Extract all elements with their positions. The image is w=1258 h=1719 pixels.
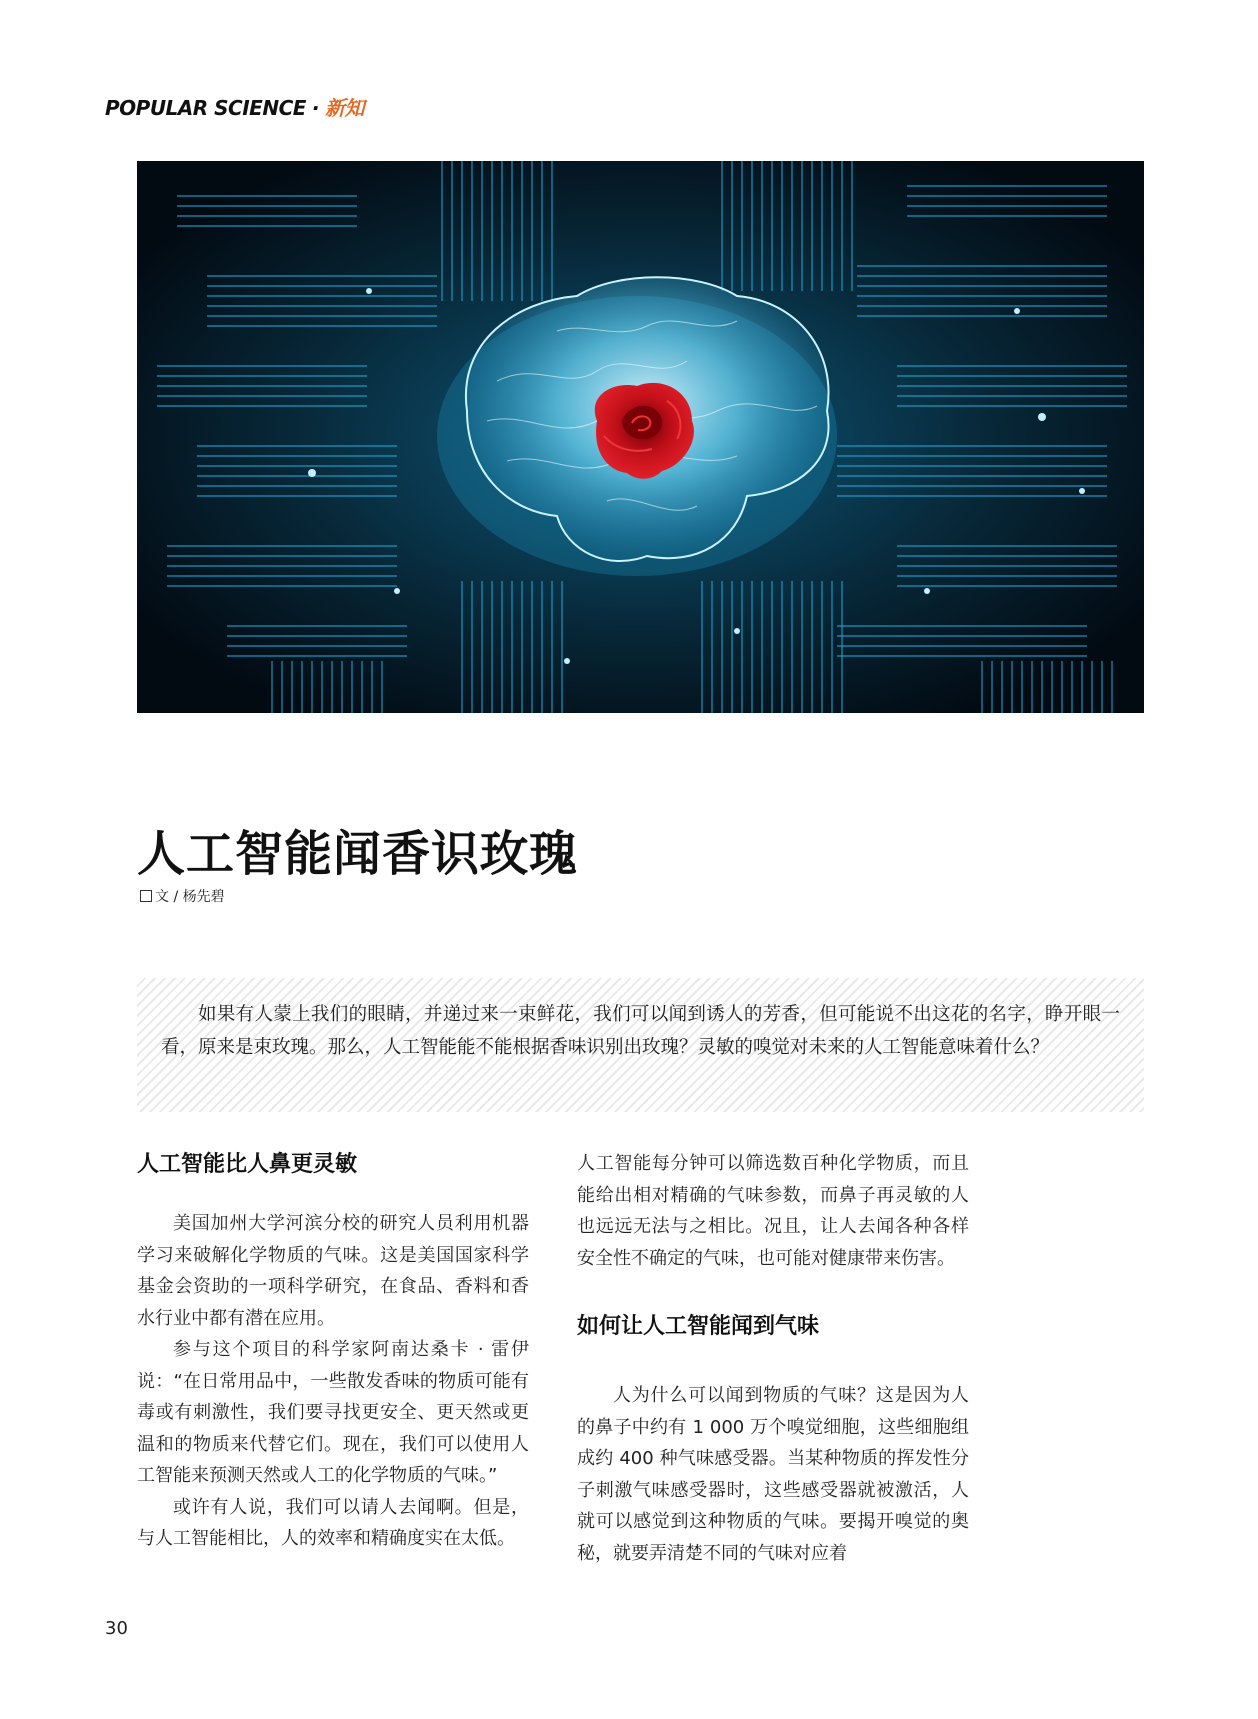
- byline-text: 文 / 杨先碧: [155, 889, 225, 905]
- magazine-name: POPULAR SCIENCE: [105, 96, 306, 120]
- section-label: 新知: [325, 96, 365, 120]
- paragraph-2: 参与这个项目的科学家阿南达桑卡 · 雷伊说：“在日常用品中，一些散发香味的物质可能有毒或有刺激性，我们要寻找更安全、更天然或更温和的物质来代替它们。现在，我们可以使用人工智能来预测天然或人工的化学物质的气味。”: [137, 1339, 529, 1486]
- byline: [140, 886, 225, 906]
- paragraph-3: 或许有人说，我们可以请人去闻啊。但是，与人工智能相比，人的效率和精确度实在太低。: [137, 1496, 529, 1549]
- section-heading-1: 人工智能比人鼻更灵敏: [137, 1152, 358, 1177]
- page-number: 30: [105, 1618, 128, 1639]
- magazine-header: [105, 92, 364, 121]
- left-column: [137, 1148, 529, 1555]
- paragraph-5: 人为什么可以闻到物质的气味？这是因为人的鼻子中约有 1 000 万个嗅觉细胞，这些细胞组成约 400 种气味感受器。当某种物质的挥发性分子刺激气味感受器时，这些感受器就被激活，人就可以感觉到这种物质的气味。要揭开嗅觉的奥秘，就要弄清楚不同的气味对应着: [577, 1385, 969, 1564]
- right-column: [577, 1148, 969, 1569]
- article-title: 人工智能闻香识玫瑰: [137, 826, 579, 882]
- paragraph-4: 人工智能每分钟可以筛选数百种化学物质，而且能给出相对精确的气味参数，而鼻子再灵敏的人也远远无法与之相比。况且，让人去闻各种各样安全性不确定的气味，也可能对健康带来伤害。: [577, 1153, 969, 1269]
- brain-rose-circuit-image: [137, 161, 1144, 713]
- intro-box: [137, 978, 1144, 1112]
- intro-text: 如果有人蒙上我们的眼睛，并递过来一束鲜花，我们可以闻到诱人的芳香，但可能说不出这花的名字，睁开眼一看，原来是束玫瑰。那么，人工智能能不能根据香味识别出玫瑰？灵敏的嗅觉对未来的人工智能意味着什么？: [161, 1004, 1120, 1058]
- section-heading-2: 如何让人工智能闻到气味: [577, 1314, 820, 1339]
- hero-image: [137, 161, 1144, 713]
- paragraph-1: 美国加州大学河滨分校的研究人员利用机器学习来破解化学物质的气味。这是美国国家科学基金会资助的一项科学研究，在食品、香料和香水行业中都有潜在应用。: [137, 1213, 529, 1329]
- byline-box-icon: [140, 890, 152, 902]
- header-separator: ·: [311, 96, 320, 120]
